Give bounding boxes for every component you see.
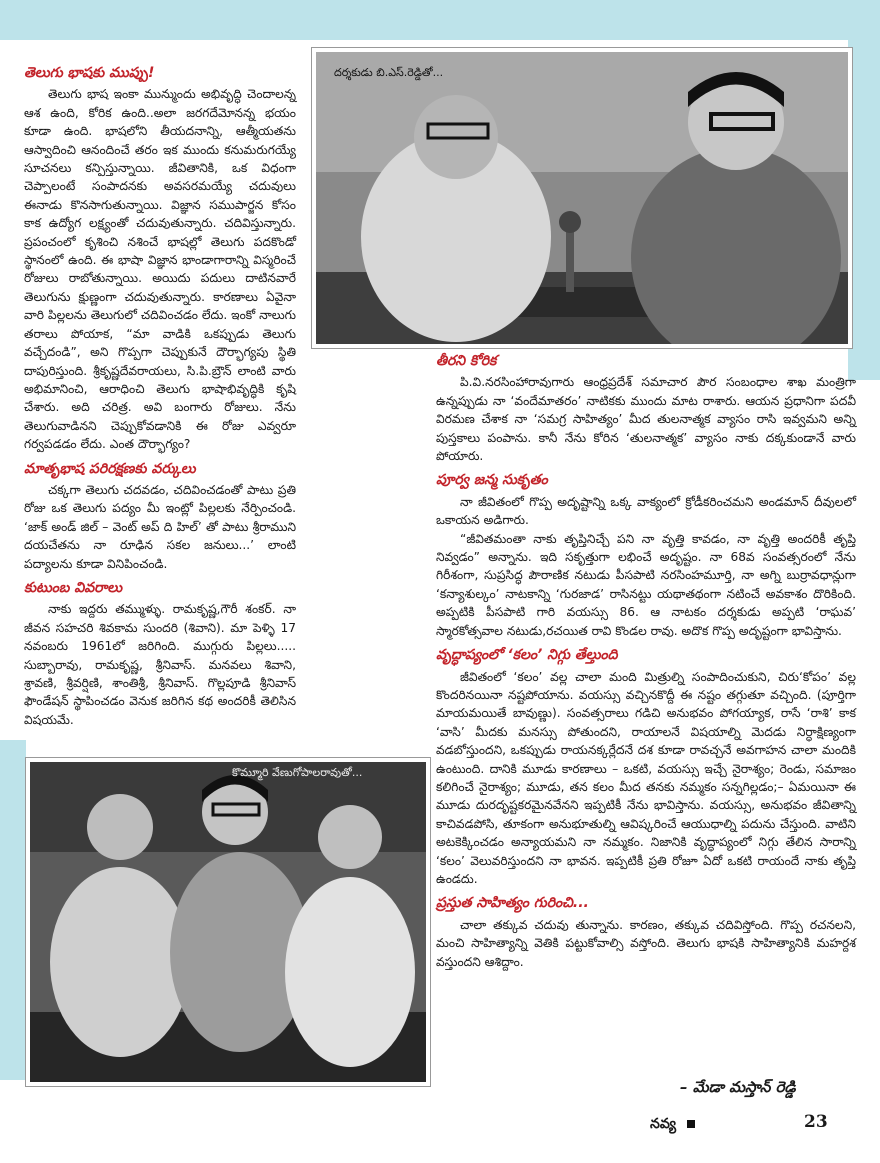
section-heading: మాతృభాష పరిరక్షణకు వర్కులు (24, 460, 196, 477)
paragraph: తెలుగు భాష ఇంకా మున్ముందు అభివృద్ధి చెందాలన్న ఆశ ఉంది, కోరిక ఉంది..అలా జరగదేమోనన్న భయం కూడా ఉంది. భాషలోని తీయదనాన్ని, ఆత్మీయతను ఆస్వాదించి ఆనందించే తరం ఇక ముందు కనుమరుగయ్యే సూచనలు కన్పిస్తున్నాయి. జీవితానికి, ఒక విధంగా చెప్పాలంటే సంపాదనకు అవసరమయ్యే చదువులు ఈనాడు కొనసాగుతున్నాయి. విజ్ఞాన సముపార్జన కోసం కాక ఉద్యోగ లక్ష్యంతో చదువుతున్నారు. చదివిస్తున్నారు. ప్రపంచంలో కృశించి నశించే భాషల్లో తెలుగు పదకొండో స్థానంలో ఉంది. ఈ భాషా విజ్ఞాన భాండాగారాన్ని విస్మరించే రోజులు రాబోతున్నాయి. అయిదు పదులు దాటినవారే తెలుగును క్షుణ్ణంగా చదువుతున్నారు. కారణాలు ఏవైనా వారి పిల్లలను తెలుగులో చదివించడం లేదు. ఇంకో నాలుగు తరాలు పోయాక, “మా వాడికి ఒకప్పుడు తెలుగు వచ్చేదండి”, అని గొప్పగా చెప్పుకునే దౌర్భాగ్యపు స్థితి దాపురిస్తుంది. శ్రీకృష్ణదేవరాయలు, సి.పి.బ్రౌన్ లాంటి వారు అభిమానించి, ఆరాధించి తెలుగు భాషాభివృద్ధికి కృషి చేశారు. అది చరిత్ర. అవి బంగారు రోజులు. నేను తెలుగువాడినని చెప్పుకోవడానికి ఈ రోజు ఎవ్వరూ గర్వపడడం లేదు. ఎంత దౌర్భాగ్యం? (24, 87, 296, 452)
square-bullet-icon (687, 1120, 695, 1128)
paragraph: నా జీవితంలో గొప్ప అదృష్టాన్ని ఒక్క వాక్యంలో క్రోడీకరించమని అండమాన్ దీవులలో ఒకాయన అడిగారు. (436, 494, 856, 528)
photo-with-kommuri (26, 758, 430, 1086)
top-photo-caption: దర్శకుడు బి.ఎస్.రెడ్డితో... (334, 66, 444, 79)
right-column (436, 352, 856, 971)
paragraph: పి.వి.నరసింహారావుగారు ఆంధ్రప్రదేశ్ సమాచార పౌర సంబంధాల శాఖ మంత్రిగా ఉన్నప్పుడు నా ‘వందేమాతరం’ నాటికకు ముందు మాట రాశారు. ఆయన ప్రధానిగా పదవీ విరమణ చేశాక నా ‘సమగ్ర సాహిత్యం’ మీద తులనాత్మక వ్యాసం రాసి ఇవ్వమని అన్ని పుస్తకాలు పంపాను. కానీ నేను కోరిన ‘తులనాత్మక’ వ్యాసం నాకు దక్కకుండానే వారు పోయారు. (436, 375, 856, 464)
magazine-name (650, 1116, 695, 1135)
right-decor-band (848, 0, 880, 380)
left-column (24, 58, 296, 729)
left-decor-band (0, 740, 26, 1080)
section-heading: పూర్వ జన్మ సుకృతం (436, 472, 548, 489)
top-decor-band (0, 0, 880, 40)
author-signature: – మేడా మస్తాన్ రెడ్డి (680, 1078, 796, 1096)
paragraph: “జీవితమంతా నాకు తృప్తినిచ్చే పని నా వృత్తి కావడం, నా వృత్తి అందరికీ తృప్తి నివ్వడం” అన్నాను. ఇది సకృత్తుగా లభించే అదృష్టం. నా 68వ సంవత్సరంలో నేను గిరీశంగా, సుప్రసిద్ధ పౌరాణిక నటుడు పీసపాటి నరసింహమూర్తి, నా అగ్ని బుర్రావధాన్లుగా ‘కన్యాశుల్కం’ నాటకాన్ని ‘గురజాడ’ రాసినట్టు యథాతథంగా నటించే అవకాశం దొరికింది. అప్పటికి పీసపాటి గారి వయస్సు 86. ఆ నాటకం దర్శకుడు అప్పటి ‘రాఘవ’ స్మారకోత్సవాల నటుడు,రచయిత రావి కొండల రావు. అదొక గొప్ప అదృష్టంగా భావిస్తాను. (436, 531, 856, 638)
section-heading: తీరని కోరిక (436, 353, 497, 369)
section-heading: తెలుగు భాషకు ముప్పు! (24, 65, 155, 81)
paragraph: నాకు ఇద్దరు తమ్ముళ్ళు. రామకృష్ణ,గౌరీ శంకర్. నా జీవన సహచరి శివకామ సుందరి (శివాని). మా పెళ్ళి 17 నవంబరు 1961లో జరిగింది. ముగ్గురు పిల్లలు..... సుబ్బారావు, రామకృష్ణ, శ్రీనివాస్. మనవలు శివాని, శ్రావణి, శ్రీవర్షిణి, శాంతిశ్రీ, శ్రీనివాస్. గొల్లపూడి శ్రీనివాస్ ఫౌండేషన్ స్థాపించడం వెనుక జరిగిన కథ అందరికీ తెలిసిన విషయమే. (24, 602, 296, 727)
magazine-title: నవ్య (650, 1116, 677, 1132)
paragraph: చక్కగా తెలుగు చదవడం, చదివించడంతో పాటు ప్రతి రోజు ఒక తెలుగు పద్యం మీ ఇంట్లో పిల్లలకు నేర్పించండి. ‘జాక్ అండ్ జిల్ – వెంట్ అప్ ది హిల్’ తో పాటు శ్రీరాముని దయచేతను నా రూఢిన సకల జనులు...’ లాంటి పద్యాలను కూడా వినిపించండి. (24, 482, 296, 571)
paragraph: జీవితంలో ‘కలం’ వల్ల చాలా మంది మిత్రుల్ని సంపాదించుకుని, చిరు‘కోపం’ వల్ల కొందరినయినా నష్టపోయాను. వయస్సు వచ్చినకొద్దీ ఈ నష్టం తగ్గుతూ వచ్చింది. (పూర్తిగా మాయమయితే బావుణ్ణు). సంవత్సరాలు గడిచి అనుభవం పోగయ్యాక, రాసే ‘రాశి’ కాక ‘వాసి’ మీదకు మనస్సు పోతుందని, రాయాలనే విషయాల్ని మెదడు నిర్ధాక్షిణ్యంగా వడబోస్తుందని, ఒకప్పుడు రాయనక్కర్లేదనే దశ కూడా రావచ్చనే అవగాహన చాలా మందికి ఉంటుంది. దానికి మూడు కారణాలు – ఒకటి, వయస్సు ఇచ్చే నైరాశ్యం; రెండు, సమాజం కలిగించే నైరాశ్యం; మూడు, తన కలం మీద తనకు నమ్మకం సన్నగిల్లడం;– ఏమయినా ఈ మూడు దురదృష్టకరమైనవేనని ఇప్పటికీ నేను భావిస్తాను. వయస్సు, అనుభవం జీవితాన్ని కాచివడపోసి, తూకంగా అనుభూతుల్ని ఆవిష్కరించే ఆయుధాల్ని పదును చేస్తుంది. వాటిని అటకెక్కించడం అన్యాయమని నా నమ్మకం. నిజానికి వృద్ధాప్యంలో నిగ్గు తేలిన సారాన్ని ‘కలం’ వెలువరిస్తుందని నా భావన. ఇప్పటికీ ప్రతి రోజూ ఏదో ఒకటి రాయందే నాకు తృప్తి ఉండదు. (436, 669, 856, 886)
photo-illustration (316, 52, 848, 344)
section-heading: వృద్ధాప్యంలో ‘కలం’ నిగ్గు తేల్తుంది (436, 647, 618, 664)
paragraph: చాలా తక్కువ చదువు తున్నాను. కారణం, తక్కువ చదివిస్తోంది. గొప్ప రచనలని, మంచి సాహిత్యాన్ని వెతికి పట్టుకోవాల్సి వస్తోంది. తెలుగు భాషకి సాహిత్యానికి మహర్దశ వస్తుందని ఆశిద్దాం. (436, 917, 856, 969)
section-heading: ప్రస్తుత సాహిత్యం గురించి... (436, 895, 589, 912)
page-number: 23 (804, 1112, 828, 1132)
section-heading: కుటుంబ వివరాలు (24, 579, 123, 596)
bottom-photo-caption: కొమ్మూరి వేణుగోపాలరావుతో... (232, 766, 363, 779)
photo-illustration (30, 762, 426, 1082)
photo-with-bs-reddy (312, 48, 852, 348)
